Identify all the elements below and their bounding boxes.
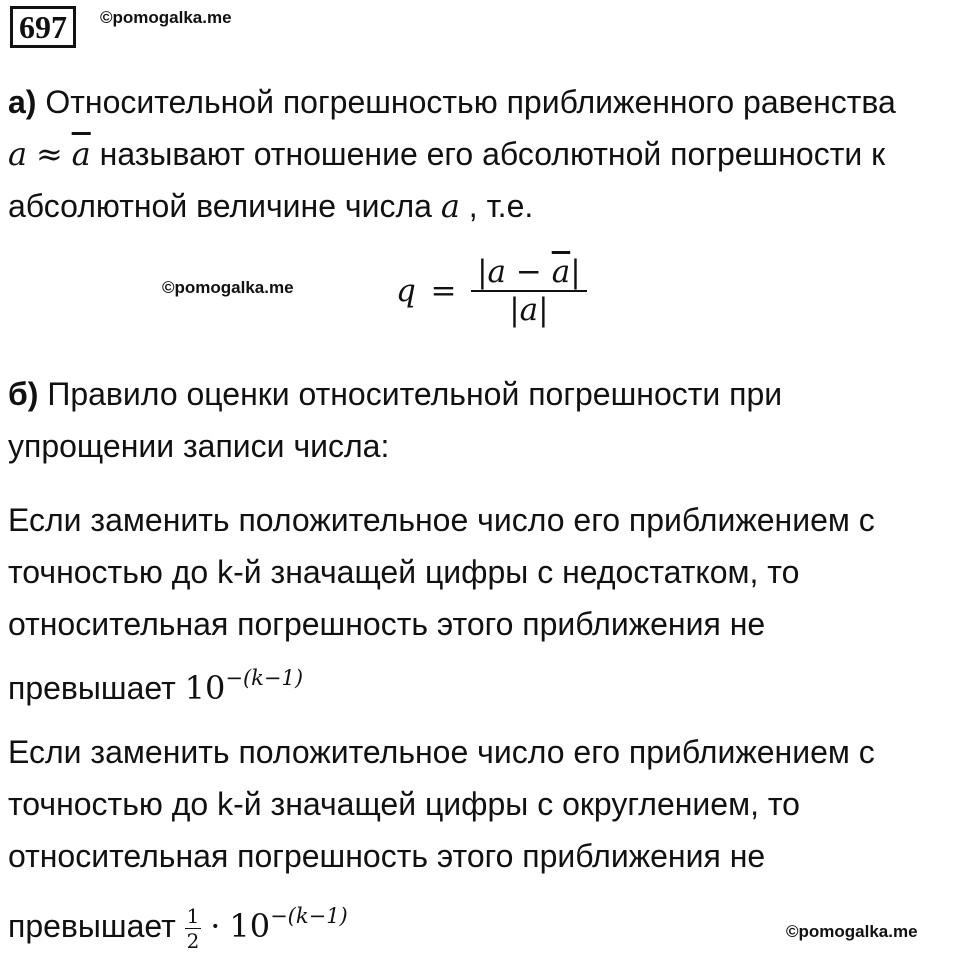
part-a-line2	[8, 128, 885, 180]
half-fraction	[185, 904, 202, 953]
part-b-line1	[8, 368, 782, 420]
part-a-line3-tail: , т.е.	[468, 188, 534, 224]
half-numerator: 1	[186, 904, 200, 929]
part-a-line3	[8, 180, 533, 232]
para1-power-exponent: −(k−1)	[225, 666, 304, 690]
para1-line2: точностью до k-й значащей цифры с недостатком, то	[8, 554, 800, 590]
para2-line3: относительная погрешность этого приближения не	[8, 838, 766, 874]
formula-fraction	[471, 254, 587, 328]
approx-sign: ≈	[35, 135, 63, 173]
para2-line1: Если заменить положительное число его приближением с	[8, 734, 875, 770]
watermark-bottom: ©pomogalka.me	[786, 922, 918, 941]
para1-line4-text: превышает	[8, 670, 176, 706]
multiply-dot: ·	[210, 907, 221, 945]
task-number: 697	[10, 6, 76, 48]
para2-line2: точностью до k-й значащей цифры с округлением, то	[8, 786, 800, 822]
formula-lhs: q	[396, 273, 416, 309]
para2-power-exponent: −(k−1)	[270, 904, 348, 928]
formula-eq: =	[430, 273, 457, 309]
para1-line4	[8, 652, 303, 714]
part-a-line1-text: Относительной погрешностью приближенного равенства	[45, 84, 896, 120]
math-a: a	[8, 135, 28, 173]
relative-error-formula	[396, 254, 587, 328]
part-a-line2-text: называют отношение его абсолютной погрешности к	[99, 136, 886, 172]
para2-power-base: 10	[229, 907, 271, 945]
part-b-label: б)	[8, 376, 39, 412]
formula-denominator: |a|	[509, 292, 549, 328]
part-b-line2: упрощении записи числа:	[8, 428, 390, 464]
para2-line4	[8, 888, 348, 954]
para2-line4-text: превышает	[8, 908, 176, 944]
part-a-line1	[8, 76, 896, 128]
formula-numerator: $|a - \overline{a}|$	[471, 254, 587, 292]
part-b-line1-text: Правило оценки относительной погрешности при	[47, 376, 783, 412]
math-a-bar: $\overline{a}$	[71, 135, 91, 173]
math-a: a	[440, 187, 460, 225]
half-denominator: 2	[186, 929, 200, 954]
part-a-label: а)	[8, 84, 37, 120]
watermark-middle: ©pomogalka.me	[162, 278, 294, 297]
watermark-top: ©pomogalka.me	[100, 8, 232, 27]
part-a-line3-text: абсолютной величине числа	[8, 188, 432, 224]
para1-line1: Если заменить положительное число его приближением с	[8, 502, 875, 538]
para1-line3: относительная погрешность этого приближения не	[8, 606, 766, 642]
para1-power-base: 10	[184, 669, 226, 707]
